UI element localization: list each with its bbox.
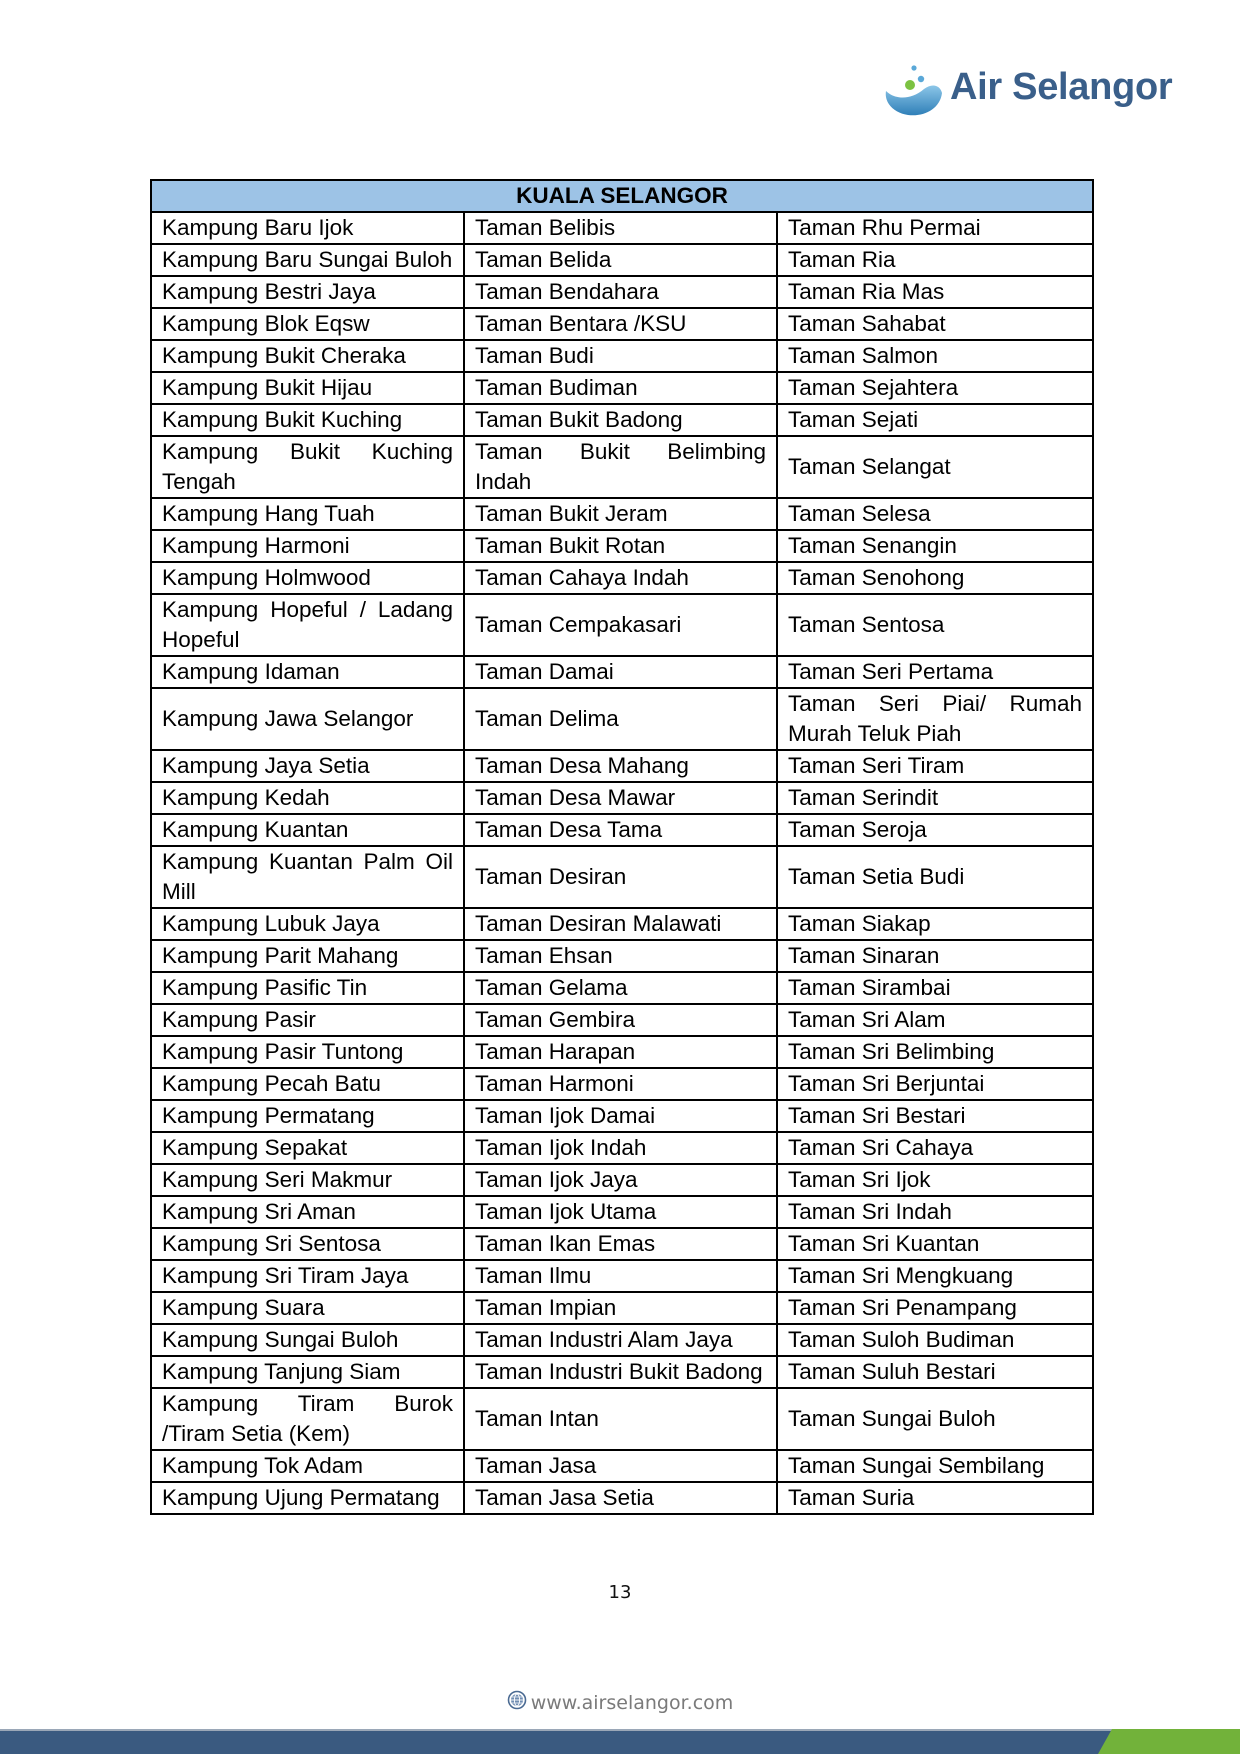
table-cell-taman-b: Taman Suloh Budiman [777, 1324, 1093, 1356]
table-row [151, 750, 1093, 782]
table-cell-kampung: Kampung Bukit Kuching [151, 404, 464, 436]
website-url: www.airselangor.com [530, 1691, 734, 1714]
table-cell-taman-b: Taman Selesa [777, 498, 1093, 530]
table-row [151, 1068, 1093, 1100]
table-body [151, 212, 1093, 1514]
table-row [151, 814, 1093, 846]
table-row [151, 594, 1093, 656]
table-row [151, 1292, 1093, 1324]
table-cell-taman-a: Taman Harapan [464, 1036, 777, 1068]
table-cell-taman-a: Taman Cahaya Indah [464, 562, 777, 594]
table-cell-taman-b: Taman Siakap [777, 908, 1093, 940]
table-cell-taman-a: Taman Desa Tama [464, 814, 777, 846]
table-row [151, 1100, 1093, 1132]
table-row [151, 1036, 1093, 1068]
table-row [151, 1196, 1093, 1228]
table-cell-taman-b: Taman Suluh Bestari [777, 1356, 1093, 1388]
table-cell-kampung: Kampung Tok Adam [151, 1450, 464, 1482]
table-cell-kampung: Kampung Lubuk Jaya [151, 908, 464, 940]
table-cell-taman-b: Taman Seroja [777, 814, 1093, 846]
table-cell-taman-a: Taman Budi [464, 340, 777, 372]
table-cell-taman-a: Taman Jasa Setia [464, 1482, 777, 1514]
table-cell-taman-a: Taman Gembira [464, 1004, 777, 1036]
table-cell-taman-b: Taman Sri Indah [777, 1196, 1093, 1228]
table-row [151, 782, 1093, 814]
table-cell-taman-b: Taman Sejahtera [777, 372, 1093, 404]
footer-bar [0, 1729, 1240, 1754]
table-cell-taman-a: Taman Ijok Utama [464, 1196, 777, 1228]
table-row [151, 1482, 1093, 1514]
table-cell-taman-a: Taman Jasa [464, 1450, 777, 1482]
table-cell-kampung: Kampung Tiram Burok /Tiram Setia (Kem) [151, 1388, 464, 1450]
table-cell-kampung: Kampung Bukit Hijau [151, 372, 464, 404]
table-row [151, 1324, 1093, 1356]
table-cell-taman-b: Taman Sri Ijok [777, 1164, 1093, 1196]
footer-accent-stripe [1098, 1729, 1240, 1754]
table-cell-taman-a: Taman Ijok Damai [464, 1100, 777, 1132]
table-cell-kampung: Kampung Bukit Kuching Tengah [151, 436, 464, 498]
table-row [151, 908, 1093, 940]
locations-table [150, 179, 1094, 1515]
table-cell-taman-a: Taman Ijok Indah [464, 1132, 777, 1164]
table-cell-kampung: Kampung Pasific Tin [151, 972, 464, 1004]
table-cell-kampung: Kampung Suara [151, 1292, 464, 1324]
table-row [151, 1228, 1093, 1260]
table-row [151, 530, 1093, 562]
table-row [151, 1260, 1093, 1292]
table-cell-kampung: Kampung Blok Eqsw [151, 308, 464, 340]
table-cell-kampung: Kampung Tanjung Siam [151, 1356, 464, 1388]
table-cell-taman-a: Taman Belibis [464, 212, 777, 244]
table-cell-taman-b: Taman Serindit [777, 782, 1093, 814]
table-cell-taman-a: Taman Ikan Emas [464, 1228, 777, 1260]
table-cell-kampung: Kampung Jawa Selangor [151, 688, 464, 750]
table-row [151, 404, 1093, 436]
table-cell-kampung: Kampung Kuantan [151, 814, 464, 846]
table-cell-taman-b: Taman Seri Pertama [777, 656, 1093, 688]
table-cell-taman-b: Taman Selangat [777, 436, 1093, 498]
table-row [151, 940, 1093, 972]
table-row [151, 276, 1093, 308]
water-drop-logo-icon [880, 55, 946, 119]
table-cell-taman-a: Taman Intan [464, 1388, 777, 1450]
table-cell-kampung: Kampung Sungai Buloh [151, 1324, 464, 1356]
table-row [151, 1132, 1093, 1164]
table-cell-taman-a: Taman Ilmu [464, 1260, 777, 1292]
table-cell-taman-a: Taman Belida [464, 244, 777, 276]
table-row [151, 1356, 1093, 1388]
table-cell-kampung: Kampung Permatang [151, 1100, 464, 1132]
table-row [151, 498, 1093, 530]
table-cell-kampung: Kampung Sepakat [151, 1132, 464, 1164]
table-row [151, 656, 1093, 688]
table-cell-kampung: Kampung Seri Makmur [151, 1164, 464, 1196]
table-cell-taman-a: Taman Desiran [464, 846, 777, 908]
table-cell-kampung: Kampung Pecah Batu [151, 1068, 464, 1100]
table-cell-taman-a: Taman Industri Bukit Badong [464, 1356, 777, 1388]
table-cell-kampung: Kampung Hopeful / Ladang Hopeful [151, 594, 464, 656]
table-cell-taman-a: Taman Desa Mahang [464, 750, 777, 782]
table-cell-taman-b: Taman Senangin [777, 530, 1093, 562]
globe-icon [507, 1690, 527, 1715]
table-cell-kampung: Kampung Pasir Tuntong [151, 1036, 464, 1068]
table-cell-taman-a: Taman Bukit Badong [464, 404, 777, 436]
table-cell-kampung: Kampung Sri Aman [151, 1196, 464, 1228]
table-cell-kampung: Kampung Idaman [151, 656, 464, 688]
table-cell-kampung: Kampung Bukit Cheraka [151, 340, 464, 372]
footer-website [0, 1690, 1240, 1715]
table-row [151, 436, 1093, 498]
table-row [151, 846, 1093, 908]
brand-name: Air Selangor [950, 65, 1173, 108]
table-cell-taman-b: Taman Setia Budi [777, 846, 1093, 908]
table-cell-taman-b: Taman Sri Mengkuang [777, 1260, 1093, 1292]
table-cell-kampung: Kampung Sri Sentosa [151, 1228, 464, 1260]
table-cell-kampung: Kampung Kedah [151, 782, 464, 814]
table-cell-taman-b: Taman Sirambai [777, 972, 1093, 1004]
brand-logo [880, 52, 1172, 122]
table-row [151, 688, 1093, 750]
table-cell-taman-a: Taman Gelama [464, 972, 777, 1004]
table-cell-taman-b: Taman Sentosa [777, 594, 1093, 656]
table-cell-taman-b: Taman Sejati [777, 404, 1093, 436]
table-row [151, 244, 1093, 276]
table-row [151, 372, 1093, 404]
table-row [151, 1388, 1093, 1450]
table-row [151, 340, 1093, 372]
table-cell-taman-b: Taman Rhu Permai [777, 212, 1093, 244]
table-cell-taman-a: Taman Cempakasari [464, 594, 777, 656]
table-cell-kampung: Kampung Baru Ijok [151, 212, 464, 244]
table-cell-taman-a: Taman Bukit Jeram [464, 498, 777, 530]
table-cell-taman-a: Taman Delima [464, 688, 777, 750]
table-cell-kampung: Kampung Pasir [151, 1004, 464, 1036]
table-cell-taman-a: Taman Desiran Malawati [464, 908, 777, 940]
table-cell-taman-a: Taman Desa Mawar [464, 782, 777, 814]
table-cell-taman-a: Taman Ehsan [464, 940, 777, 972]
table-cell-taman-b: Taman Sinaran [777, 940, 1093, 972]
table-cell-taman-b: Taman Senohong [777, 562, 1093, 594]
table-title: KUALA SELANGOR [151, 180, 1093, 212]
table-cell-taman-a: Taman Harmoni [464, 1068, 777, 1100]
table-cell-taman-a: Taman Impian [464, 1292, 777, 1324]
table-row [151, 972, 1093, 1004]
table-cell-taman-a: Taman Bendahara [464, 276, 777, 308]
table-header-row [151, 180, 1093, 212]
table-cell-taman-a: Taman Bentara /KSU [464, 308, 777, 340]
table-cell-taman-a: Taman Budiman [464, 372, 777, 404]
table-cell-taman-b: Taman Sri Belimbing [777, 1036, 1093, 1068]
table-cell-kampung: Kampung Baru Sungai Buloh [151, 244, 464, 276]
table-cell-kampung: Kampung Ujung Permatang [151, 1482, 464, 1514]
table-cell-kampung: Kampung Sri Tiram Jaya [151, 1260, 464, 1292]
table-cell-kampung: Kampung Holmwood [151, 562, 464, 594]
table-row [151, 308, 1093, 340]
table-cell-taman-a: Taman Damai [464, 656, 777, 688]
table-cell-taman-b: Taman Salmon [777, 340, 1093, 372]
table-cell-kampung: Kampung Kuantan Palm Oil Mill [151, 846, 464, 908]
table-cell-taman-b: Taman Sri Penampang [777, 1292, 1093, 1324]
table-row [151, 1450, 1093, 1482]
table-cell-kampung: Kampung Parit Mahang [151, 940, 464, 972]
page-number: 13 [608, 1582, 632, 1603]
table-cell-kampung: Kampung Hang Tuah [151, 498, 464, 530]
table-cell-taman-b: Taman Ria [777, 244, 1093, 276]
table-cell-taman-a: Taman Industri Alam Jaya [464, 1324, 777, 1356]
table-cell-taman-b: Taman Sungai Buloh [777, 1388, 1093, 1450]
table-cell-kampung: Kampung Jaya Setia [151, 750, 464, 782]
table-row [151, 562, 1093, 594]
table-cell-taman-b: Taman Sri Alam [777, 1004, 1093, 1036]
table-cell-taman-b: Taman Sri Bestari [777, 1100, 1093, 1132]
table-row [151, 212, 1093, 244]
table-cell-taman-b: Taman Sungai Sembilang [777, 1450, 1093, 1482]
table-cell-taman-a: Taman Bukit Rotan [464, 530, 777, 562]
table-cell-taman-a: Taman Bukit Belimbing Indah [464, 436, 777, 498]
table-cell-taman-b: Taman Suria [777, 1482, 1093, 1514]
table-cell-taman-b: Taman Sahabat [777, 308, 1093, 340]
table-cell-taman-a: Taman Ijok Jaya [464, 1164, 777, 1196]
table-row [151, 1164, 1093, 1196]
table-cell-taman-b: Taman Seri Piai/ Rumah Murah Teluk Piah [777, 688, 1093, 750]
table-cell-kampung: Kampung Harmoni [151, 530, 464, 562]
table-cell-taman-b: Taman Ria Mas [777, 276, 1093, 308]
table-cell-taman-b: Taman Sri Cahaya [777, 1132, 1093, 1164]
table-cell-taman-b: Taman Sri Berjuntai [777, 1068, 1093, 1100]
table-cell-taman-b: Taman Seri Tiram [777, 750, 1093, 782]
table-row [151, 1004, 1093, 1036]
table-cell-kampung: Kampung Bestri Jaya [151, 276, 464, 308]
table-cell-taman-b: Taman Sri Kuantan [777, 1228, 1093, 1260]
